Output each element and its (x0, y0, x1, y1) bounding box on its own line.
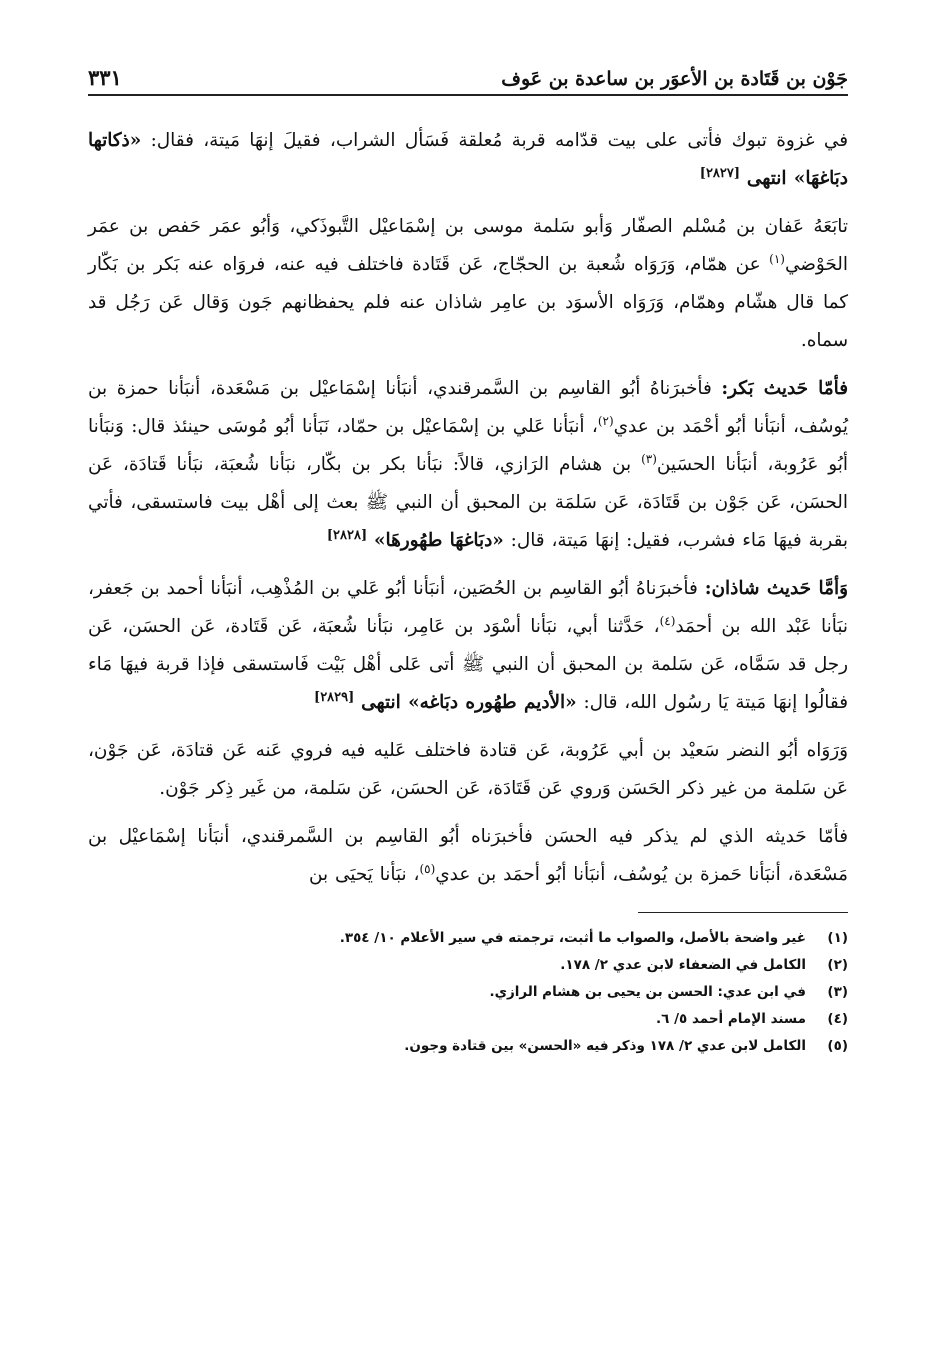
paragraph-text-cont: ، أنبَأنا عَلي بن إسْمَاعيْل بن حمّاد، نَبَأنا أبُو مُوسَى حينئذ قال: وَنبَأنا أبُو عَرُوبة، أنبَأنا الحسَين (88, 416, 848, 475)
paragraph-2 (88, 208, 848, 360)
paragraph-4 (88, 570, 848, 722)
hadith-number: [٢٨٢٨] (326, 527, 368, 543)
footnote-item (88, 952, 848, 979)
paragraph-text: فأمّا حَديثه الذي لم يذكر فيه الحسَن فأخبرَناه أبُو القاسِم بن السَّمرقندي، أنبَأنا إسْمَاعيْل بن مَسْعَدة، أنبَأنا حَمزة بن يُوسُف، أنبَأنا أبُو أحمَد بن عدي (88, 826, 848, 885)
footnote-item (88, 979, 848, 1006)
footnote-text: في ابن عدي: الحسن بن يحيى بن هشام الرازي. (489, 984, 806, 1000)
paragraph-text: فأخبرَناهُ أبُو القاسِم بن السَّمرقندي، أنبَأنا إسْمَاعيْل بن مَسْعَدة، أنبَأنا حمزة بن يُوسُف، أنبَأنا أبُو أحْمَد بن عدي (88, 378, 848, 437)
paragraph-text: فأخبرَناهُ أبُو القاسِم بن الحُصَين، أنبَأنا أبُو عَلي بن المُذْهِب، أنبَأنا أحمد بن جَعفر، نبَأنا عَبْد الله بن أحمَد (88, 578, 848, 637)
footnote-ref-1[interactable]: (١) (769, 251, 785, 266)
footnote-divider (638, 912, 848, 913)
paragraph-text-cont: ، نبَأنا يَحيَى بن (309, 864, 420, 885)
hadith-quote: «الأديم طهُوره دبَاغه» انتهى (361, 692, 577, 713)
paragraph-text: في غزوة تبوك فأتى على بيت قدّامه قربة مُعلقة فَسَأل الشراب، فقيلَ إنهَا مَيتة، فقال: (150, 130, 848, 151)
page-header (88, 50, 848, 96)
footnote-text: الكامل في الضعفاء لابن عدي ٢/ ١٧٨. (560, 957, 806, 973)
paragraph-text-cont-2: بن هشام الرَازي، قالاً: نبَأنا بكر بن بكّار، نبَأنا شُعبَة، نبَأنا قَتادَة، عَن الحسَن، عَن جَوْن بن قَتَادَة، عَن سَلمَة بن المحبق أن النبي ﷺ بعث إلى أهْل بيت فاستسقى، فأتي بقربة فيهَا مَاء فشرب، فقيل: إنهَا مَيتة، قال: (88, 454, 848, 551)
paragraph-1 (88, 122, 848, 198)
footnote-marker: (٤) (827, 1011, 848, 1027)
paragraph-text-cont: عن همّام، وَرَوَاه شُعبة بن الحجّاج، عَن قَتَادة فاختلف فيه عنه، فروَاه عنه بَكر بن بَكّار كما قال هشّام وهمّام، وَرَوَاه الأسوَد بن عامِر شاذان عنه فلم يحفظانهم جَون وَقال عَن رَجُل قد سماه. (88, 254, 848, 351)
running-title: جَوْن بن قَتَادة بن الأعوَر بن ساعدة بن عَوف (501, 68, 848, 90)
paragraph-6 (88, 818, 848, 894)
paragraph-3 (88, 370, 848, 560)
hadith-number: [٢٨٢٩] (314, 689, 355, 705)
footnote-marker: (٥) (827, 1038, 848, 1054)
section-lead: فأمّا حَديث بَكر: (721, 378, 848, 399)
footnote-ref-5[interactable]: (٥) (419, 861, 436, 876)
book-page (88, 50, 848, 1310)
footnote-marker: (١) (827, 930, 848, 946)
footnote-item (88, 1033, 848, 1060)
hadith-quote: «دبَاغهَا طهُورهَا» (373, 530, 504, 551)
footnote-item (88, 1006, 848, 1033)
footnote-marker: (٣) (827, 984, 848, 1000)
hadith-number: [٢٨٢٧] (699, 165, 741, 181)
section-lead: وَأمَّا حَديث شاذان: (704, 578, 848, 599)
main-text (88, 122, 848, 894)
footnote-marker: (٢) (827, 957, 848, 973)
page-number: ٣٣١ (88, 65, 122, 90)
paragraph-text-cont: ، حَدَّثنا أبي، نبَأنا أسْوَد بن عَامِر، نبَأنا شُعبَة، عَن قَتَادة، عَن الحسَن، عَن رجل قد سَمَّاه، عَن سَلمة بن المحبق أن النبي ﷺ أتى عَلى أهْل بَيْت فَاستسقى فإذا قربة فيهَا مَاء فقالُوا إنهَا مَيتة يَا رسُول الله، قال: (88, 616, 848, 713)
footnote-text: الكامل لابن عدي ٢/ ١٧٨ وذكر فيه «الحسن» بين قتادة وجون. (404, 1038, 806, 1054)
footnote-ref-3[interactable]: (٣) (641, 451, 657, 466)
paragraph-5 (88, 732, 848, 808)
paragraph-text: وَرَوَاه أبُو النضر سَعيْد بن أبي عَرُوبة، عَن قتادة فاختلف عَليه فيه فروي عَنه عَن قتادَة، عَن جَوْن، عَن سَلمة من غير ذكر الحَسَن وَروي عَن قَتَادَة، عَن الحسَن، عَن سَلمة، من غَير ذِكر جَوْن. (88, 740, 848, 799)
footnotes-list (88, 925, 848, 1060)
footnote-text: غير واضحة بالأصل، والصواب ما أثبت، ترجمته في سير الأعلام ١٠/ ٣٥٤. (339, 930, 806, 946)
paragraph-text: تابَعَهُ عَفان بن مُسْلم الصفّار وَأبو سَلمة موسى بن إسْمَاعيْل التَّبوذَكي، وَأبُو عمَر حَفص بن عمَر الحَوْضي (88, 216, 848, 275)
footnote-text: مسند الإمام أحمد ٥/ ٦. (656, 1011, 806, 1027)
hadith-quote: «ذكاتها دبَاغهَا» انتهى (88, 130, 848, 189)
footnote-ref-4[interactable]: (٤) (659, 613, 676, 628)
footnote-ref-2[interactable]: (٢) (597, 413, 614, 428)
footnote-item (88, 925, 848, 952)
